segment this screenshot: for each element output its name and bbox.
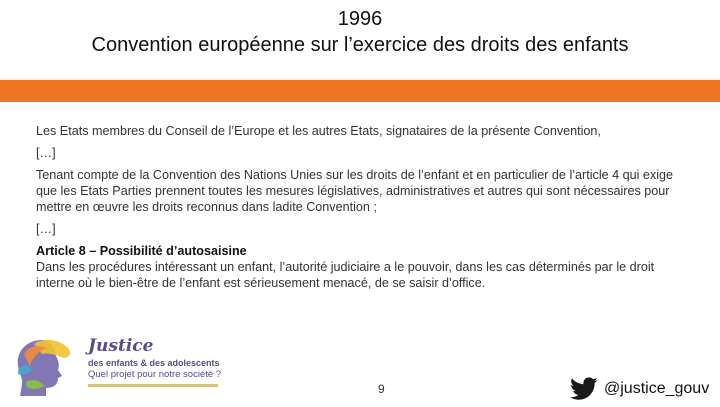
slide-year: 1996 [337,8,383,30]
twitter-credit[interactable] [570,376,709,402]
slide-title [0,6,720,58]
logo-tagline: Quel projet pour notre société ? [88,369,222,380]
logo-subtitle: des enfants & des adolescents [88,358,220,368]
page-number: 9 [378,382,385,396]
paragraph-article-8: Dans les procédures intéressant un enfant, l’autorité judiciaire a le pouvoir, dans les cas déterminés par le droit interne où le bien-être de l’enfant est sérieusement menacé, de se saisir d’office. [36,260,655,290]
profile-silhouette-icon [12,334,86,402]
article-heading: Article 8 – Possibilité d’autosaisine [36,244,247,258]
slide-heading: Convention européenne sur l’exercice des droits des enfants [91,34,629,56]
twitter-bird-icon [570,377,598,401]
ellipsis-2: […] [36,222,56,236]
logo-title: Justice [88,336,154,356]
orange-separator-band [0,80,720,102]
paragraph-preamble: Les Etats membres du Conseil de l’Europe et les autres Etats, signataires de la présente Convention, [36,124,601,138]
logo-fineprint-bar [88,384,218,387]
ellipsis-1: […] [36,146,56,160]
justice-enfants-logo [12,334,222,402]
twitter-handle[interactable]: @justice_gouv [604,380,710,397]
slide-body [36,123,696,291]
paragraph-considering: Tenant compte de la Convention des Nations Unies sur les droits de l’enfant et en particulier de l’article 4 qui exige que les Etats Parties prennent toutes les mesures législatives, administratives et autres qui sont nécessaires pour mettre en œuvre les droits reconnus dans ladite Convention ; [36,168,674,214]
